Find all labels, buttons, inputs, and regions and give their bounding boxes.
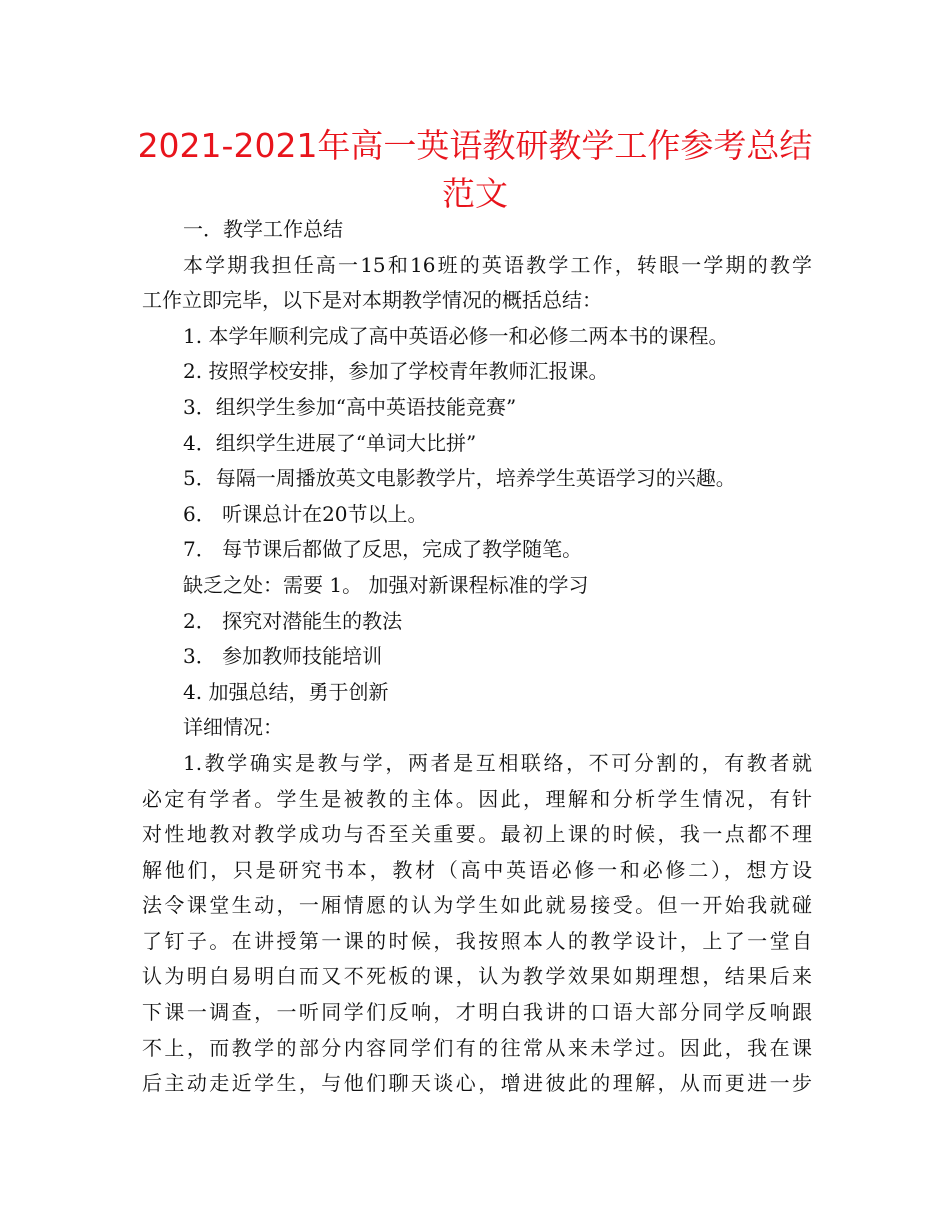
document-title-line-1: 2021-2021年高一英语教研教学工作参考总结 (137, 126, 813, 165)
text-line: 3． 参加教师技能培训 (183, 644, 383, 669)
text-line: 必定有学者。学生是被教的主体。因此，理解和分析学生情况，有针 (142, 786, 812, 811)
text-line: 1. 本学年顺利完成了高中英语必修一和必修二两本书的课程。 (183, 323, 729, 348)
text-line: 不上，而教学的部分内容同学们有的往常从来未学过。因此，我在课 (142, 1035, 812, 1060)
text-line: 一．教学工作总结 (183, 217, 343, 241)
text-line: 1.教学确实是教与学，两者是互相联络，不可分割的，有教者就 (183, 750, 812, 775)
text-line: 3．组织学生参加“高中英语技能竞赛” (183, 394, 517, 419)
text-line: 认为明白易明白而又不死板的课，认为教学效果如期理想，结果后来 (142, 964, 812, 989)
text-line: 7． 每节课后都做了反思，完成了教学随笔。 (183, 537, 583, 562)
text-line: 4．组织学生进展了“单词大比拼” (183, 430, 477, 455)
text-line: 下课一调查，一听同学们反响，才明白我讲的口语大部分同学反响跟 (142, 1000, 812, 1025)
text-line: 解他们，只是研究书本，教材（高中英语必修一和必修二），想方设 (142, 857, 812, 882)
text-line: 对性地教对教学成功与否至关重要。最初上课的时候，我一点都不理 (142, 822, 812, 847)
text-line: 详细情况： (183, 715, 283, 740)
text-line: 4. 加强总结，勇于创新 (183, 679, 389, 704)
text-line: 工作立即完毕，以下是对本期教学情况的概括总结： (142, 288, 602, 313)
text-line: 法令课堂生动，一厢情愿的认为学生如此就易接受。但一开始我就碰 (142, 893, 812, 918)
text-line: 2． 探究对潜能生的教法 (183, 608, 403, 633)
text-line: 6． 听课总计在20节以上。 (183, 501, 428, 526)
document-title-line-2: 范文 (442, 174, 508, 213)
document-body (142, 212, 812, 1102)
text-line: 了钉子。在讲授第一课的时候，我按照本人的教学设计，上了一堂自 (142, 928, 812, 953)
text-line: 5．每隔一周播放英文电影教学片，培养学生英语学习的兴趣。 (183, 466, 736, 491)
text-line: 后主动走近学生，与他们聊天谈心，增进彼此的理解，从而更进一步 (142, 1071, 812, 1096)
text-line: 2. 按照学校安排，参加了学校青年教师汇报课。 (183, 359, 609, 384)
text-line: 本学期我担任高一15和16班的英语教学工作，转眼一学期的教学 (183, 252, 812, 277)
text-line: 缺乏之处：需要 1。 加强对新课程标准的学习 (183, 572, 589, 597)
